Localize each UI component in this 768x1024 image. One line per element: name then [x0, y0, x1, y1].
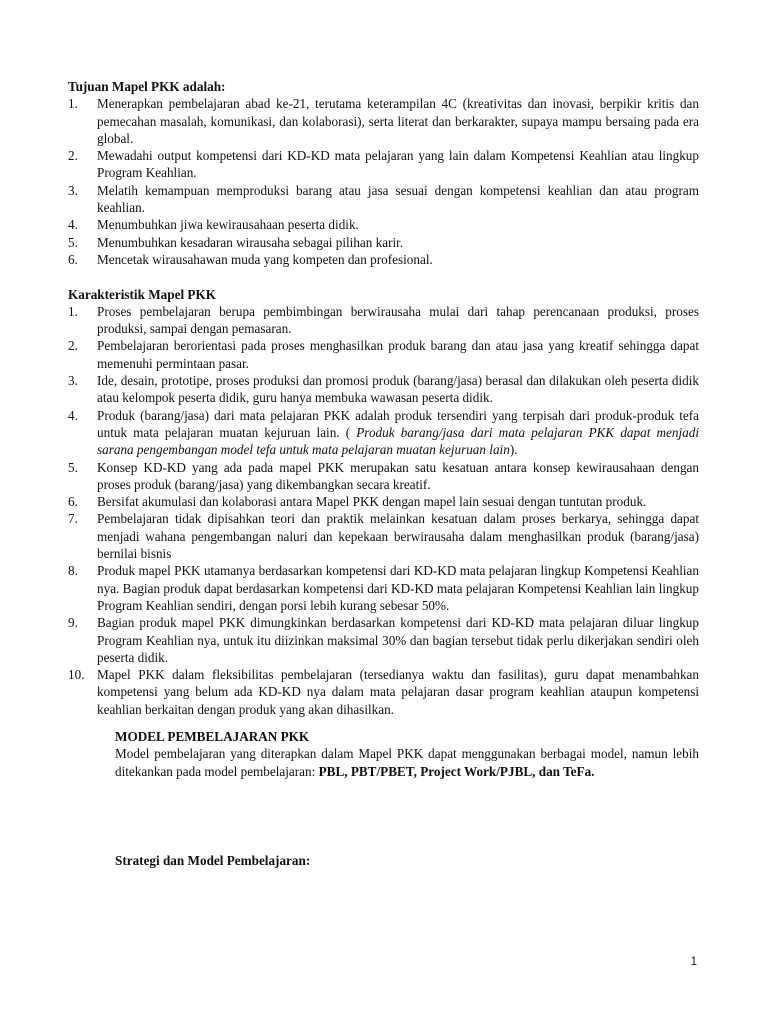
list-item [68, 510, 699, 562]
list-number: 2. [68, 148, 78, 164]
note-open: ( [339, 424, 357, 440]
list-item [68, 251, 699, 268]
list-number: 5. [68, 459, 78, 475]
list-number: 2. [68, 338, 78, 354]
list-item-text: Mewadahi output kompetensi dari KD-KD mata pelajaran yang lain dalam Kompetensi Keahlian atau lingkup Program Keahlian. [97, 148, 699, 181]
list-number: 4. [68, 407, 78, 423]
list-number: 5. [68, 234, 78, 250]
model-paragraph [115, 745, 699, 780]
list-number: 6. [68, 251, 78, 267]
document-content [68, 78, 699, 869]
list-number: 10. [68, 667, 85, 683]
list-item [68, 614, 699, 666]
list-item [68, 234, 699, 251]
strategi-heading: Strategi dan Model Pembelajaran: [115, 852, 311, 868]
list-item-text: Bagian produk mapel PKK dimungkinkan berdasarkan kompetensi dari KD-KD mata pelajaran diluar lingkup Program Keahlian nya, untuk itu diizinkan maksimal 30% dan bagian tersebut tidak perlu dikerjakan sendiri oleh peserta didik. [97, 615, 699, 665]
section-spacer [68, 268, 699, 285]
list-item-text: Produk (barang/jasa) dari mata pelajaran PKK adalah produk tersendiri yang terpisah dari produk-produk tefa untuk mata pelajaran muatan kejuruan lain. [97, 407, 699, 440]
list-item [68, 182, 699, 217]
list-item-text: Pembelajaran tidak dipisahkan teori dan praktik melainkan kesatuan dalam proses berkarya, sehingga dapat menjadi wahana pengembangan naluri dan kepekaan berwirausaha dalam menghasilkan produk (barang/jasa) bernilai bisnis [97, 511, 699, 562]
list-item [68, 147, 699, 182]
list-number: 6. [68, 494, 78, 510]
list-item [68, 459, 699, 494]
karakteristik-heading: Karakteristik Mapel PKK [68, 286, 216, 302]
list-item-text: Bersifat akumulasi dan kolaborasi antara Mapel PKK dengan mapel lain sesuai dengan tuntutan produk. [97, 494, 647, 510]
list-item-text: Proses pembelajaran berupa pembimbingan berwirausaha mulai dari tahap perencanaan produksi, proses produksi, sampai dengan pemasaran. [97, 303, 699, 337]
list-item-text: Melatih kemampuan memproduksi barang atau jasa sesuai dengan kompetensi keahlian dan atau program keahlian. [97, 182, 699, 216]
list-number: 3. [68, 373, 78, 389]
list-number: 1. [68, 303, 78, 319]
list-number: 8. [68, 563, 78, 579]
model-section [115, 728, 699, 780]
list-item [68, 493, 699, 510]
page-number: 1 [690, 956, 697, 968]
list-item-text: Mapel PKK dalam fleksibilitas pembelajaran (tersedianya waktu dan fasilitas), guru dapat menambahkan kompetensi yang belum ada KD-KD nya dalam mata pelajaran dasar program keahlian ataupun kompetensi keahlian berkaitan dengan produk yang akan dihasilkan. [97, 667, 699, 717]
list-item-text: Pembelajaran berorientasi pada proses menghasilkan produk barang dan atau jasa yang kreatif sehingga dapat memenuhi permintaan pasar. [97, 338, 699, 371]
list-item [68, 95, 699, 147]
list-number: 3. [68, 182, 78, 198]
italic-note: Produk barang/jasa dari mata pelajaran PKK dapat menjadi sarana pengembangan model tefa untuk mata pelajaran muatan kejuruan lain [97, 424, 699, 458]
list-item [68, 372, 699, 407]
list-number: 4. [68, 217, 78, 233]
list-item-text: Ide, desain, prototipe, proses produksi dan promosi produk (barang/jasa) berasal dan dilakukan oleh peserta didik atau kelompok peserta didik, guru hanya membuka wawasan peserta didik. [97, 373, 699, 406]
model-emphasis: PBL, PBT/PBET, Project Work/PJBL, dan TeFa. [318, 763, 595, 779]
list-item-text: Menerapkan pembelajaran abad ke-21, terutama keterampilan 4C (kreativitas dan inovasi, berpikir kritis dan pemecahan masalah, komunikasi, dan kolaborasi), serta literat dan berkarakter, supaya mampu bersaing pada era global. [97, 96, 699, 146]
list-item [68, 562, 699, 614]
list-item [68, 666, 699, 718]
model-body: Model pembelajaran yang diterapkan dalam Mapel PKK dapat menggunakan berbagai model, namun lebih ditekankan pada model pembelajaran: [115, 746, 699, 779]
note-close: ). [509, 442, 518, 458]
list-item-text: Konsep KD-KD yang ada pada mapel PKK merupakan satu kesatuan antara konsep kewirausahaan dengan proses produk (barang/jasa) yang dikembangkan secara kreatif. [97, 459, 699, 492]
list-item-text: Menumbuhkan kesadaran wirausaha sebagai pilihan karir. [97, 234, 404, 250]
list-item-text: Produk mapel PKK utamanya berdasarkan kompetensi dari KD-KD mata pelajaran lingkup Kompetensi Keahlian nya. Bagian produk dapat berdasarkan kompetensi dari KD-KD mata pelajaran Kompetensi Keahlian lain lingkup Program Keahlian sendiri, dengan porsi lebih kurang sebesar 50%. [97, 563, 699, 613]
list-item [68, 337, 699, 372]
tujuan-heading: Tujuan Mapel PKK adalah: [68, 79, 226, 94]
list-item [68, 407, 699, 459]
list-number: 9. [68, 615, 78, 631]
list-number: 1. [68, 96, 78, 112]
list-item [68, 303, 699, 338]
list-number: 7. [68, 511, 78, 527]
list-item-text: Menumbuhkan jiwa kewirausahaan peserta didik. [97, 217, 359, 233]
model-heading: MODEL PEMBELAJARAN PKK [115, 728, 310, 744]
tujuan-list [68, 95, 699, 268]
karakteristik-list [68, 303, 699, 718]
list-item-text: Mencetak wirausahawan muda yang kompeten dan profesional. [97, 251, 433, 267]
list-item [68, 216, 699, 233]
